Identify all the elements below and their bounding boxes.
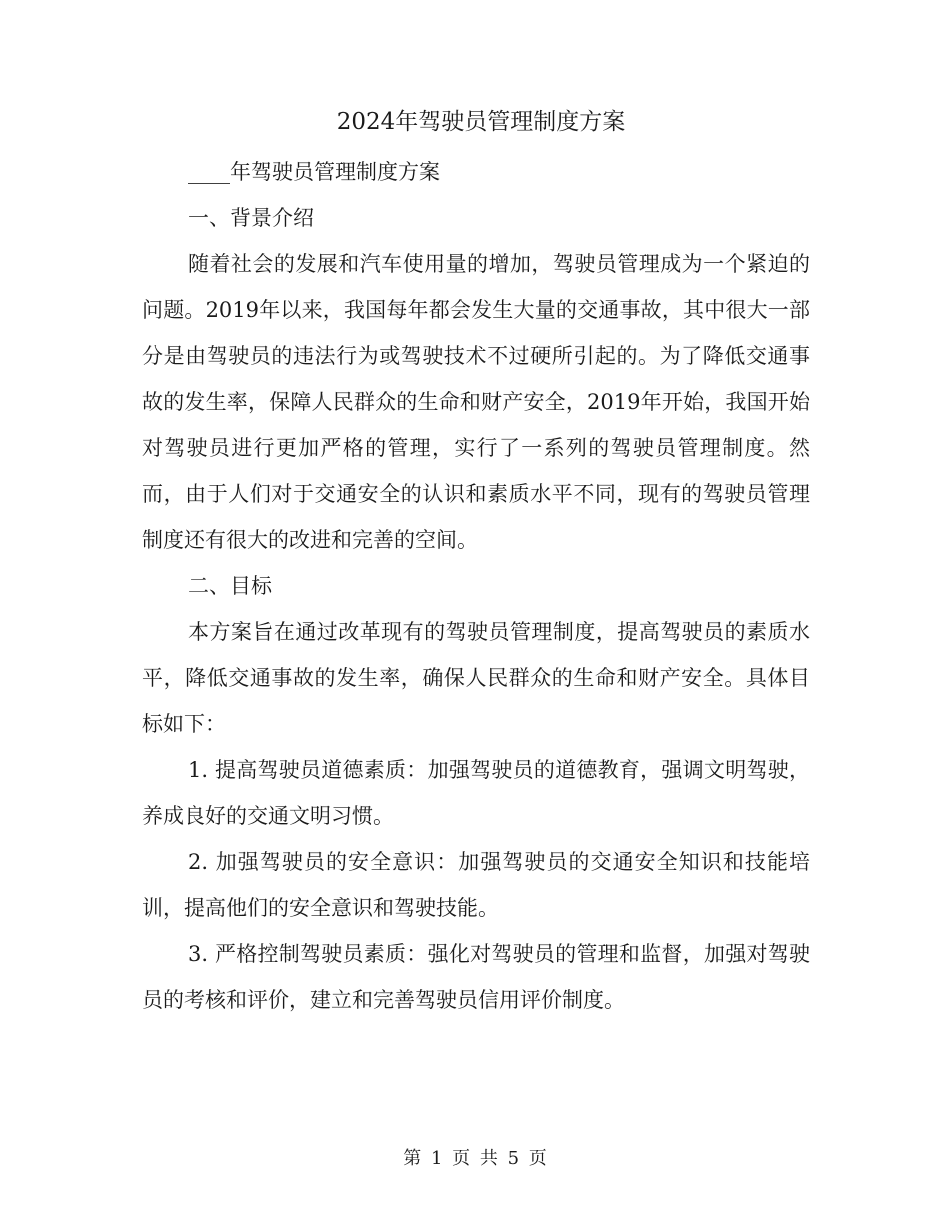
background-paragraph: 随着社会的发展和汽车使用量的增加，驾驶员管理成为一个紧迫的问题。2019年以来，我国每年都会发生大量的交通事故，其中很大一部分是由驾驶员的违法行为或驾驶技术不过硬所引起的。为了降低交通事故的发生率，保障人民群众的生命和财产安全，2019年开始，我国开始对驾驶员进行更加严格的管理，实行了一系列的驾驶员管理制度。然而，由于人们对于交通安全的认识和素质水平不同，现有的驾驶员管理制度还有很大的改进和完善的空间。 bbox=[142, 252, 810, 552]
goals-intro-paragraph: 本方案旨在通过改革现有的驾驶员管理制度，提高驾驶员的素质水平，降低交通事故的发生率，确保人民群众的生命和财产安全。具体目标如下： bbox=[142, 620, 810, 736]
goal-item-1: 1. 提高驾驶员道德素质：加强驾驶员的道德教育，强调文明驾驶，养成良好的交通文明习惯。 bbox=[142, 758, 810, 828]
goal-item-3: 3. 严格控制驾驶员素质：强化对驾驶员的管理和监督，加强对驾驶员的考核和评价，建立和完善驾驶员信用评价制度。 bbox=[142, 942, 810, 1012]
document-body bbox=[142, 102, 810, 1023]
goal-item-2: 2. 加强驾驶员的安全意识：加强驾驶员的交通安全知识和技能培训，提高他们的安全意识和驾驶技能。 bbox=[142, 850, 810, 920]
section-heading-goals: 二、目标 bbox=[188, 574, 272, 598]
page-number-footer: 第 1 页 共 5 页 bbox=[403, 1148, 547, 1169]
section-heading-background: 一、背景介绍 bbox=[188, 206, 314, 230]
document-title: 2024年驾驶员管理制度方案 bbox=[336, 109, 626, 135]
subtitle-line: ____年驾驶员管理制度方案 bbox=[188, 160, 440, 184]
